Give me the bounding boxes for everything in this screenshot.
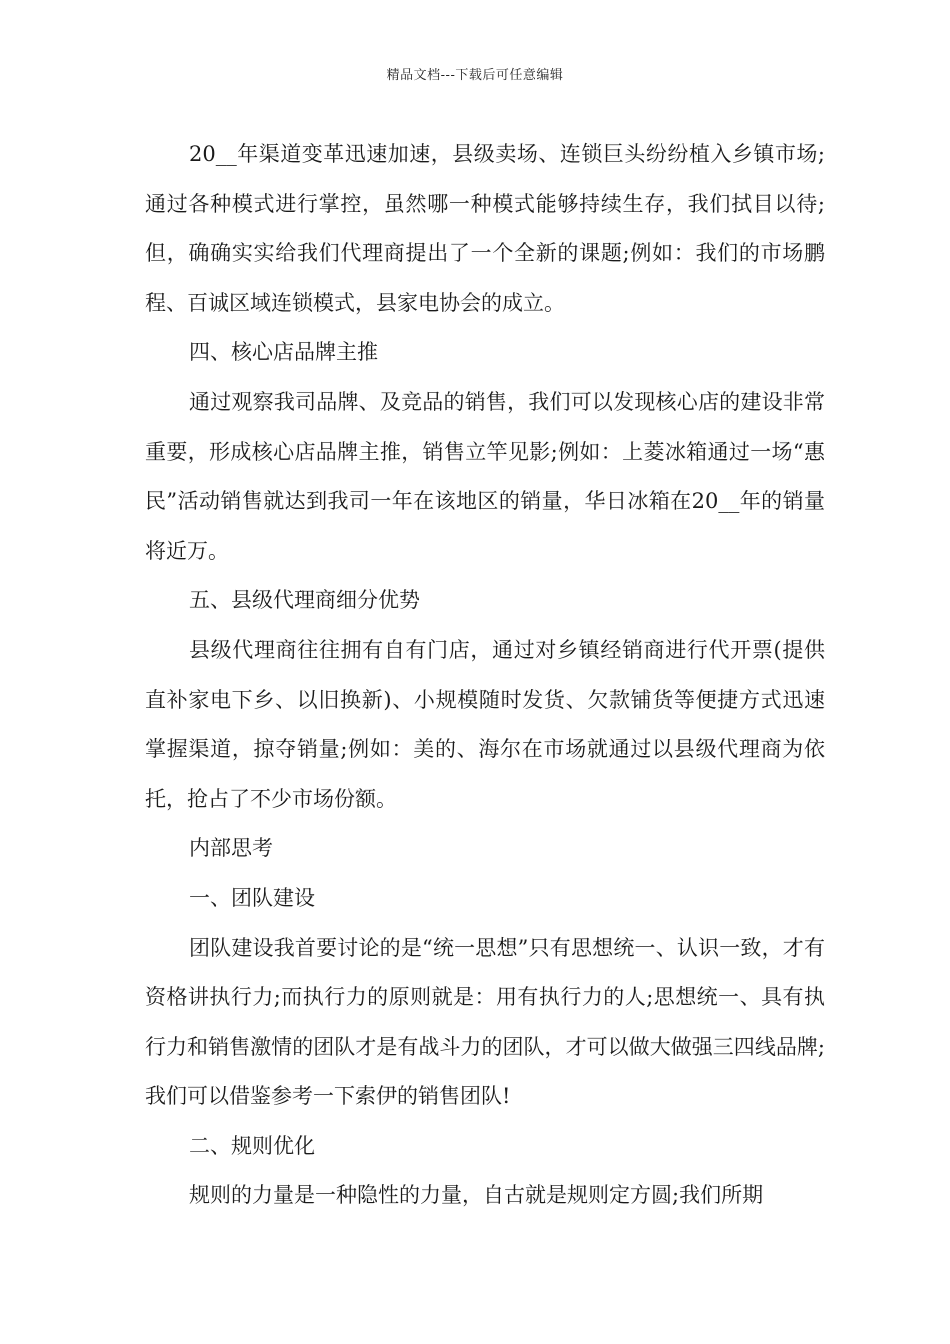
paragraph-team-building: 团队建设我首要讨论的是“统一思想”只有思想统一、认识一致，才有资格讲执行力;而执行力的原则就是：用有执行力的人;思想统一、具有执行力和销售激情的团队才是有战斗力的团队，才可以做大做强三四线品牌;我们可以借鉴参考一下索伊的销售团队! bbox=[145, 935, 825, 1109]
page-header: 精品文档---下载后可任意编辑 bbox=[386, 68, 564, 83]
heading-county-agent: 五、县级代理商细分优势 bbox=[189, 588, 420, 613]
heading-rule-optimization: 二、规则优化 bbox=[189, 1133, 315, 1158]
paragraph-core-store: 通过观察我司品牌、及竞品的销售，我们可以发现核心店的建设非常重要，形成核心店品牌主推，销售立竿见影;例如：上菱冰箱通过一场“惠民”活动销售就达到我司一年在该地区的销量，华日冰箱在20__年的销量将近万。 bbox=[145, 389, 825, 563]
paragraph-rule-optimization: 规则的力量是一种隐性的力量，自古就是规则定方圆;我们所期 bbox=[189, 1183, 764, 1208]
document-body bbox=[145, 130, 825, 1221]
heading-core-store: 四、核心店品牌主推 bbox=[189, 340, 378, 365]
heading-internal-thinking: 内部思考 bbox=[189, 836, 273, 861]
paragraph-channel-reform: 20__年渠道变革迅速加速，县级卖场、连锁巨头纷纷植入乡镇市场;通过各种模式进行掌控，虽然哪一种模式能够持续生存，我们拭目以待;但，确确实实给我们代理商提出了一个全新的课题;例如：我们的市场鹏程、百诚区域连锁模式，县家电协会的成立。 bbox=[145, 142, 825, 315]
heading-team-building: 一、团队建设 bbox=[189, 885, 315, 910]
paragraph-county-agent: 县级代理商往往拥有自有门店，通过对乡镇经销商进行代开票(提供直补家电下乡、以旧换新)、小规模随时发货、欠款铺货等便捷方式迅速掌握渠道，掠夺销量;例如：美的、海尔在市场就通过以县级代理商为依托，抢占了不少市场份额。 bbox=[145, 637, 825, 811]
